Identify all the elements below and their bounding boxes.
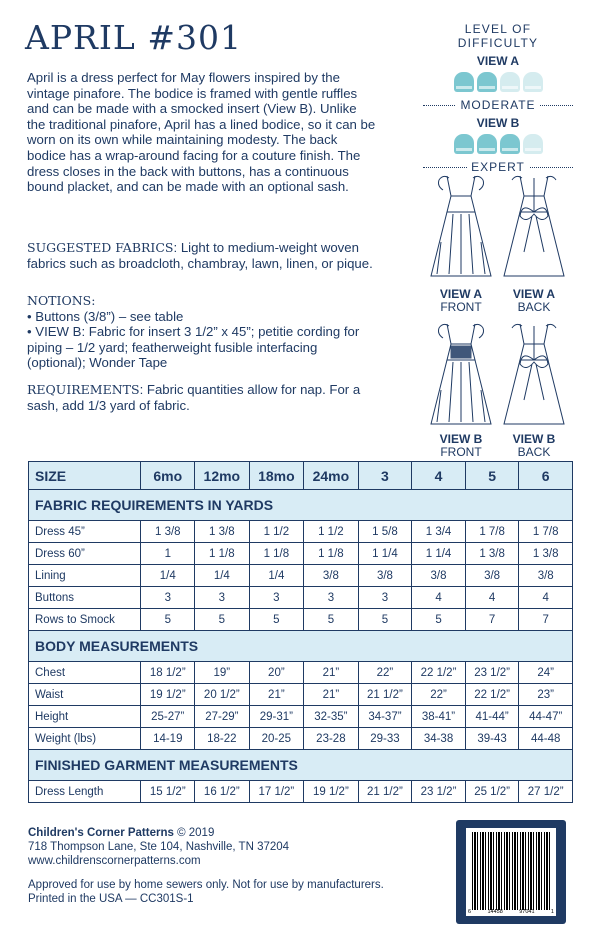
view-side: FRONT xyxy=(440,445,482,459)
view-name: VIEW B xyxy=(439,432,483,446)
table-cell: 3/8 xyxy=(358,565,412,587)
size-column-header: 4 xyxy=(412,462,466,490)
table-cell: 18 1/2” xyxy=(141,662,195,684)
pattern-title: APRIL #301 xyxy=(25,18,242,57)
table-cell: 22” xyxy=(358,662,412,684)
table-cell: 22 1/2” xyxy=(465,684,519,706)
table-cell: 19 1/2” xyxy=(141,684,195,706)
table-cell: 23 1/2” xyxy=(465,662,519,684)
table-cell: 21 1/2” xyxy=(358,684,412,706)
view-b-back-illustration xyxy=(498,320,570,428)
table-cell: 34-38 xyxy=(412,728,466,750)
table-cell: 25 1/2” xyxy=(465,781,519,803)
table-cell: 20 1/2” xyxy=(195,684,250,706)
barcode-digit: 97041 xyxy=(519,909,535,915)
table-cell: 29-33 xyxy=(358,728,412,750)
table-cell: 3/8 xyxy=(465,565,519,587)
table-row xyxy=(29,543,573,565)
row-label: Chest xyxy=(29,662,141,684)
table-cell: 23-28 xyxy=(304,728,359,750)
table-cell: 29-31” xyxy=(249,706,304,728)
notions xyxy=(27,293,377,371)
requirements-heading: REQUIREMENTS xyxy=(27,382,140,397)
thimble-icon xyxy=(477,72,497,92)
section-header-row xyxy=(29,631,573,662)
table-cell: 17 1/2” xyxy=(249,781,304,803)
usage-note: Approved for use by home sewers only. Not for use by manufacturers. xyxy=(28,879,384,891)
size-header-row xyxy=(29,462,573,490)
row-label: Waist xyxy=(29,684,141,706)
size-column-header: 12mo xyxy=(195,462,250,490)
size-column-header: 3 xyxy=(358,462,412,490)
table-cell: 25-27” xyxy=(141,706,195,728)
table-cell: 27 1/2” xyxy=(519,781,573,803)
suggested-fabrics xyxy=(27,240,377,271)
table-cell: 22 1/2” xyxy=(412,662,466,684)
table-cell: 1 5/8 xyxy=(358,521,412,543)
table-cell: 1 3/8 xyxy=(141,521,195,543)
view-name: VIEW A xyxy=(512,287,556,301)
label-view-b-front xyxy=(421,433,501,459)
table-cell: 1 xyxy=(141,543,195,565)
table-cell: 16 1/2” xyxy=(195,781,250,803)
table-cell: 21” xyxy=(304,684,359,706)
barcode-digit: 14458 xyxy=(487,909,503,915)
difficulty-view-a: VIEW A xyxy=(476,54,520,68)
size-column-header: 6mo xyxy=(141,462,195,490)
difficulty-meter-view-b xyxy=(423,134,573,156)
notions-item: • Buttons (3/8”) – see table xyxy=(27,308,184,324)
section-header-row xyxy=(29,490,573,521)
table-cell: 3 xyxy=(304,587,359,609)
table-cell: 1 7/8 xyxy=(519,521,573,543)
thimble-icon xyxy=(500,72,520,92)
table-row xyxy=(29,587,573,609)
requirements-table xyxy=(28,461,573,803)
table-cell: 15 1/2” xyxy=(141,781,195,803)
table-cell: 24” xyxy=(519,662,573,684)
table-cell: 21 1/2” xyxy=(358,781,412,803)
barcode-bars xyxy=(472,832,550,910)
table-row xyxy=(29,684,573,706)
table-cell: 1 3/8 xyxy=(519,543,573,565)
difficulty-view-b: VIEW B xyxy=(476,116,520,130)
table-cell: 7 xyxy=(465,609,519,631)
barcode-digit: 1 xyxy=(550,909,554,915)
row-label: Dress Length xyxy=(29,781,141,803)
notions-heading: NOTIONS: xyxy=(27,293,96,308)
table-cell: 1 3/4 xyxy=(412,521,466,543)
row-label: Dress 60” xyxy=(29,543,141,565)
table-cell: 44-48 xyxy=(519,728,573,750)
table-cell: 4 xyxy=(465,587,519,609)
table-cell: 1 1/2 xyxy=(249,521,304,543)
table-row xyxy=(29,565,573,587)
table-cell: 21” xyxy=(249,684,304,706)
table-cell: 22” xyxy=(412,684,466,706)
thimble-icon xyxy=(477,134,497,154)
row-label: Rows to Smock xyxy=(29,609,141,631)
size-column-header: 6 xyxy=(519,462,573,490)
table-cell: 3/8 xyxy=(304,565,359,587)
intro-paragraph: April is a dress perfect for May flowers inspired by the vintage pinafore. The bodice is framed with gentle ruffles and can be made with a smocked insert (View B). Unlike the traditional pinafore, April has a lined bodice, so it can be worn on its own while maintaining modesty. The back bodice has a wrap-around facing for a couture finish. The dress closes in the back with buttons, has a continuous bound placket, and can be made with an optional sash. xyxy=(27,70,376,195)
table-cell: 3 xyxy=(249,587,304,609)
table-cell: 1/4 xyxy=(249,565,304,587)
difficulty-meter-view-a xyxy=(423,72,573,94)
table-cell: 1 1/2 xyxy=(304,521,359,543)
view-side: FRONT xyxy=(440,300,482,314)
table-row xyxy=(29,706,573,728)
table-cell: 20” xyxy=(249,662,304,684)
table-cell: 1 1/8 xyxy=(195,543,250,565)
row-label: Height xyxy=(29,706,141,728)
row-label: Buttons xyxy=(29,587,141,609)
thimble-icon xyxy=(454,72,474,92)
section-header-row xyxy=(29,750,573,781)
table-cell: 20-25 xyxy=(249,728,304,750)
expert-label: EXPERT xyxy=(467,160,529,174)
barcode xyxy=(456,820,566,924)
size-column-header: 5 xyxy=(465,462,519,490)
size-column-header: 18mo xyxy=(249,462,304,490)
table-cell: 3 xyxy=(195,587,250,609)
table-cell: 32-35” xyxy=(304,706,359,728)
table-cell: 5 xyxy=(358,609,412,631)
barcode-digit: 6 xyxy=(468,909,472,915)
footer xyxy=(28,826,384,906)
label-view-a-front xyxy=(421,288,501,314)
table-cell: 1 1/8 xyxy=(249,543,304,565)
section-title: FABRIC REQUIREMENTS IN YARDS xyxy=(29,490,573,521)
section-title: BODY MEASUREMENTS xyxy=(29,631,573,662)
table-row xyxy=(29,728,573,750)
table-row xyxy=(29,521,573,543)
difficulty-moderate xyxy=(423,98,573,112)
requirements-text: : Fabric quantities allow for nap. For a sash, add 1/3 yard of fabric. xyxy=(27,382,361,413)
table-cell: 5 xyxy=(304,609,359,631)
requirements xyxy=(27,382,377,413)
table-cell: 1/4 xyxy=(141,565,195,587)
thimble-icon xyxy=(523,72,543,92)
table-cell: 19 1/2” xyxy=(304,781,359,803)
table-row xyxy=(29,781,573,803)
table-cell: 39-43 xyxy=(465,728,519,750)
copyright-year: © 2019 xyxy=(173,827,215,839)
fabrics-heading: SUGGESTED FABRICS xyxy=(27,240,174,255)
fabrics-text: : Light to medium-weight woven fabrics such as broadcloth, chambray, lawn, linen, or pique. xyxy=(27,240,373,271)
table-cell: 23 1/2” xyxy=(412,781,466,803)
table-cell: 3/8 xyxy=(519,565,573,587)
size-column-header: 24mo xyxy=(304,462,359,490)
thimble-icon xyxy=(523,134,543,154)
thimble-icon xyxy=(500,134,520,154)
label-view-b-back xyxy=(494,433,574,459)
table-row xyxy=(29,662,573,684)
table-cell: 5 xyxy=(249,609,304,631)
table-cell: 23” xyxy=(519,684,573,706)
table-cell: 3 xyxy=(141,587,195,609)
table-cell: 3 xyxy=(358,587,412,609)
table-cell: 38-41” xyxy=(412,706,466,728)
table-cell: 1 1/8 xyxy=(304,543,359,565)
table-cell: 27-29” xyxy=(195,706,250,728)
row-label: Dress 45” xyxy=(29,521,141,543)
table-cell: 5 xyxy=(412,609,466,631)
table-cell: 41-44” xyxy=(465,706,519,728)
view-a-front-illustration xyxy=(425,172,497,280)
table-cell: 34-37” xyxy=(358,706,412,728)
row-label: Weight (lbs) xyxy=(29,728,141,750)
website-link[interactable]: www.childrenscornerpatterns.com xyxy=(28,855,201,867)
section-title: FINISHED GARMENT MEASUREMENTS xyxy=(29,750,573,781)
table-cell: 5 xyxy=(141,609,195,631)
table-cell: 3/8 xyxy=(412,565,466,587)
brand-name: Children's Corner Patterns xyxy=(28,827,174,839)
table-cell: 1/4 xyxy=(195,565,250,587)
view-a-back-illustration xyxy=(498,172,570,280)
table-cell: 18-22 xyxy=(195,728,250,750)
table-cell: 1 7/8 xyxy=(465,521,519,543)
view-side: BACK xyxy=(517,445,551,459)
label-view-a-back xyxy=(494,288,574,314)
difficulty-title: LEVEL OF DIFFICULTY xyxy=(457,22,539,50)
table-cell: 1 3/8 xyxy=(195,521,250,543)
table-cell: 21” xyxy=(304,662,359,684)
size-header: SIZE xyxy=(29,462,141,490)
address: 718 Thompson Lane, Ste 104, Nashville, TN 37204 xyxy=(28,841,290,853)
table-cell: 1 1/4 xyxy=(358,543,412,565)
print-note: Printed in the USA — CC301S-1 xyxy=(28,893,194,905)
difficulty-panel xyxy=(423,22,573,174)
table-cell: 1 1/4 xyxy=(412,543,466,565)
thimble-icon xyxy=(454,134,474,154)
moderate-label: MODERATE xyxy=(456,98,539,112)
table-cell: 19” xyxy=(195,662,250,684)
view-b-front-illustration xyxy=(425,320,497,428)
table-row xyxy=(29,609,573,631)
view-side: BACK xyxy=(517,300,551,314)
table-cell: 7 xyxy=(519,609,573,631)
view-name: VIEW B xyxy=(512,432,556,446)
view-name: VIEW A xyxy=(439,287,483,301)
row-label: Lining xyxy=(29,565,141,587)
table-cell: 44-47” xyxy=(519,706,573,728)
table-cell: 4 xyxy=(412,587,466,609)
notions-item: • VIEW B: Fabric for insert 3 1/2” x 45”; petitie cording for piping – 1/2 yard; featherweight fusible interfacing (optional); Wonder Tape xyxy=(27,324,360,371)
table-cell: 1 3/8 xyxy=(465,543,519,565)
table-cell: 14-19 xyxy=(141,728,195,750)
table-cell: 5 xyxy=(195,609,250,631)
table-cell: 4 xyxy=(519,587,573,609)
